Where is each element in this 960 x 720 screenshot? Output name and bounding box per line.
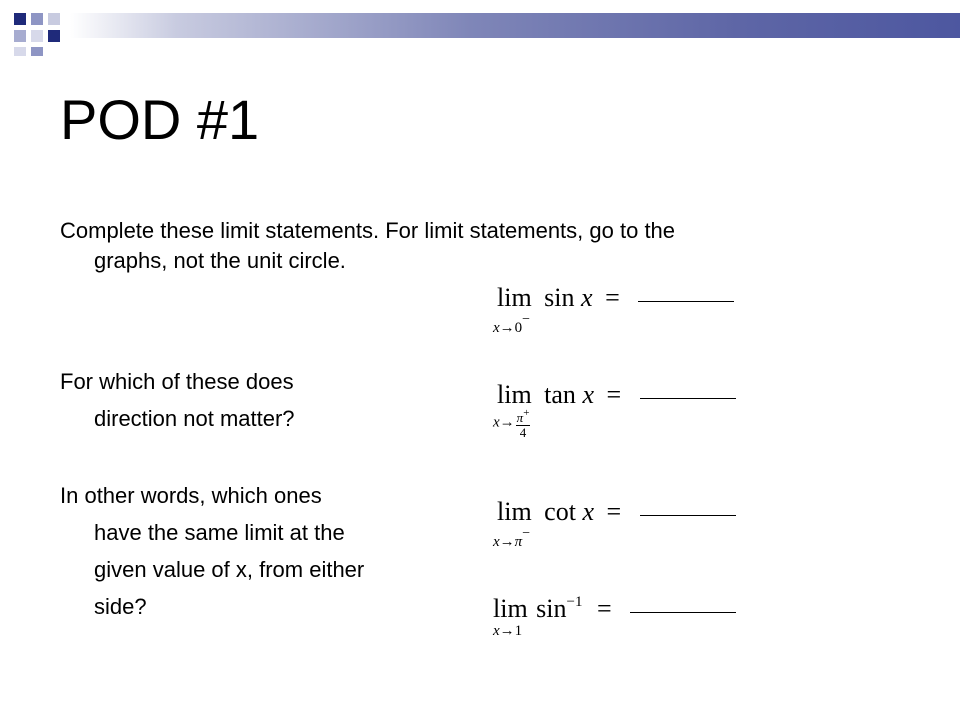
question-direction (60, 363, 440, 437)
answer-blank (638, 300, 734, 302)
function-argument: x (582, 380, 594, 409)
limit-expression-4 (493, 594, 736, 639)
question-line: given value of x, from either (94, 557, 365, 582)
approach-variable: x (493, 414, 500, 431)
question-line: For which of these does (60, 369, 294, 394)
lim-subscript (493, 406, 530, 440)
limit-expression-3 (493, 497, 736, 550)
header-banner (0, 0, 960, 60)
banner-square-mid (14, 30, 26, 42)
banner-square-light (14, 47, 26, 56)
approach-arrow: → (499, 320, 515, 336)
function-name: tan (544, 380, 576, 409)
function-argument: x (582, 497, 594, 526)
function-name: sin (536, 594, 567, 623)
intro-line: Complete these limit statements. For limit statements, go to the (60, 218, 676, 243)
lim-operator (493, 497, 532, 550)
function-name: sin (544, 283, 575, 312)
slide-title: POD #1 (60, 88, 260, 151)
answer-blank (640, 514, 736, 516)
lim-operator (493, 283, 532, 336)
numerator-value: π (516, 410, 524, 425)
question-line: side? (94, 594, 147, 619)
function-argument: x (581, 283, 593, 312)
approach-side: − (522, 312, 531, 327)
function-exponent: −1 (566, 594, 583, 610)
banner-square-mid (31, 13, 43, 25)
approach-target-fraction (516, 406, 531, 440)
equals-sign: = (605, 283, 620, 312)
banner-square-dark (14, 13, 26, 25)
banner-gradient-bar (70, 13, 960, 38)
fraction-numerator (516, 406, 531, 426)
equals-sign: = (596, 594, 612, 623)
question-line: have the same limit at the (94, 520, 345, 545)
lim-operator (493, 380, 532, 440)
lim-subscript (493, 624, 522, 639)
banner-square-light (48, 13, 60, 25)
approach-target: 0 (514, 320, 523, 336)
approach-target: π (514, 534, 523, 550)
approach-variable: x (493, 623, 500, 639)
lim-subscript (493, 527, 530, 550)
question-line: In other words, which ones (60, 483, 322, 508)
intro-text (60, 216, 860, 276)
question-line: direction not matter? (94, 406, 295, 431)
lim-word: lim (493, 594, 528, 623)
banner-square-dark (48, 30, 60, 42)
lim-word: lim (497, 497, 532, 526)
lim-subscript (493, 313, 530, 336)
question-same-limit (60, 477, 440, 625)
answer-blank (630, 611, 736, 613)
intro-line: graphs, not the unit circle. (94, 248, 346, 273)
approach-arrow: → (499, 414, 515, 431)
banner-square-light (31, 30, 43, 42)
limit-expression-1 (493, 283, 734, 336)
answer-blank (640, 397, 736, 399)
approach-variable: x (493, 534, 500, 550)
approach-target: 1 (514, 623, 523, 639)
lim-word: lim (497, 380, 532, 409)
approach-side: + (523, 407, 530, 419)
banner-square-mid (31, 47, 43, 56)
approach-arrow: → (499, 534, 515, 550)
function-name: cot (544, 497, 576, 526)
fraction-denominator: 4 (519, 425, 527, 440)
equals-sign: = (606, 497, 622, 526)
limit-expression-2 (493, 380, 736, 440)
lim-operator (493, 594, 528, 639)
approach-side: − (522, 526, 531, 541)
approach-arrow: → (499, 623, 515, 639)
lim-word: lim (497, 283, 532, 312)
equals-sign: = (606, 380, 622, 409)
approach-variable: x (493, 320, 500, 336)
